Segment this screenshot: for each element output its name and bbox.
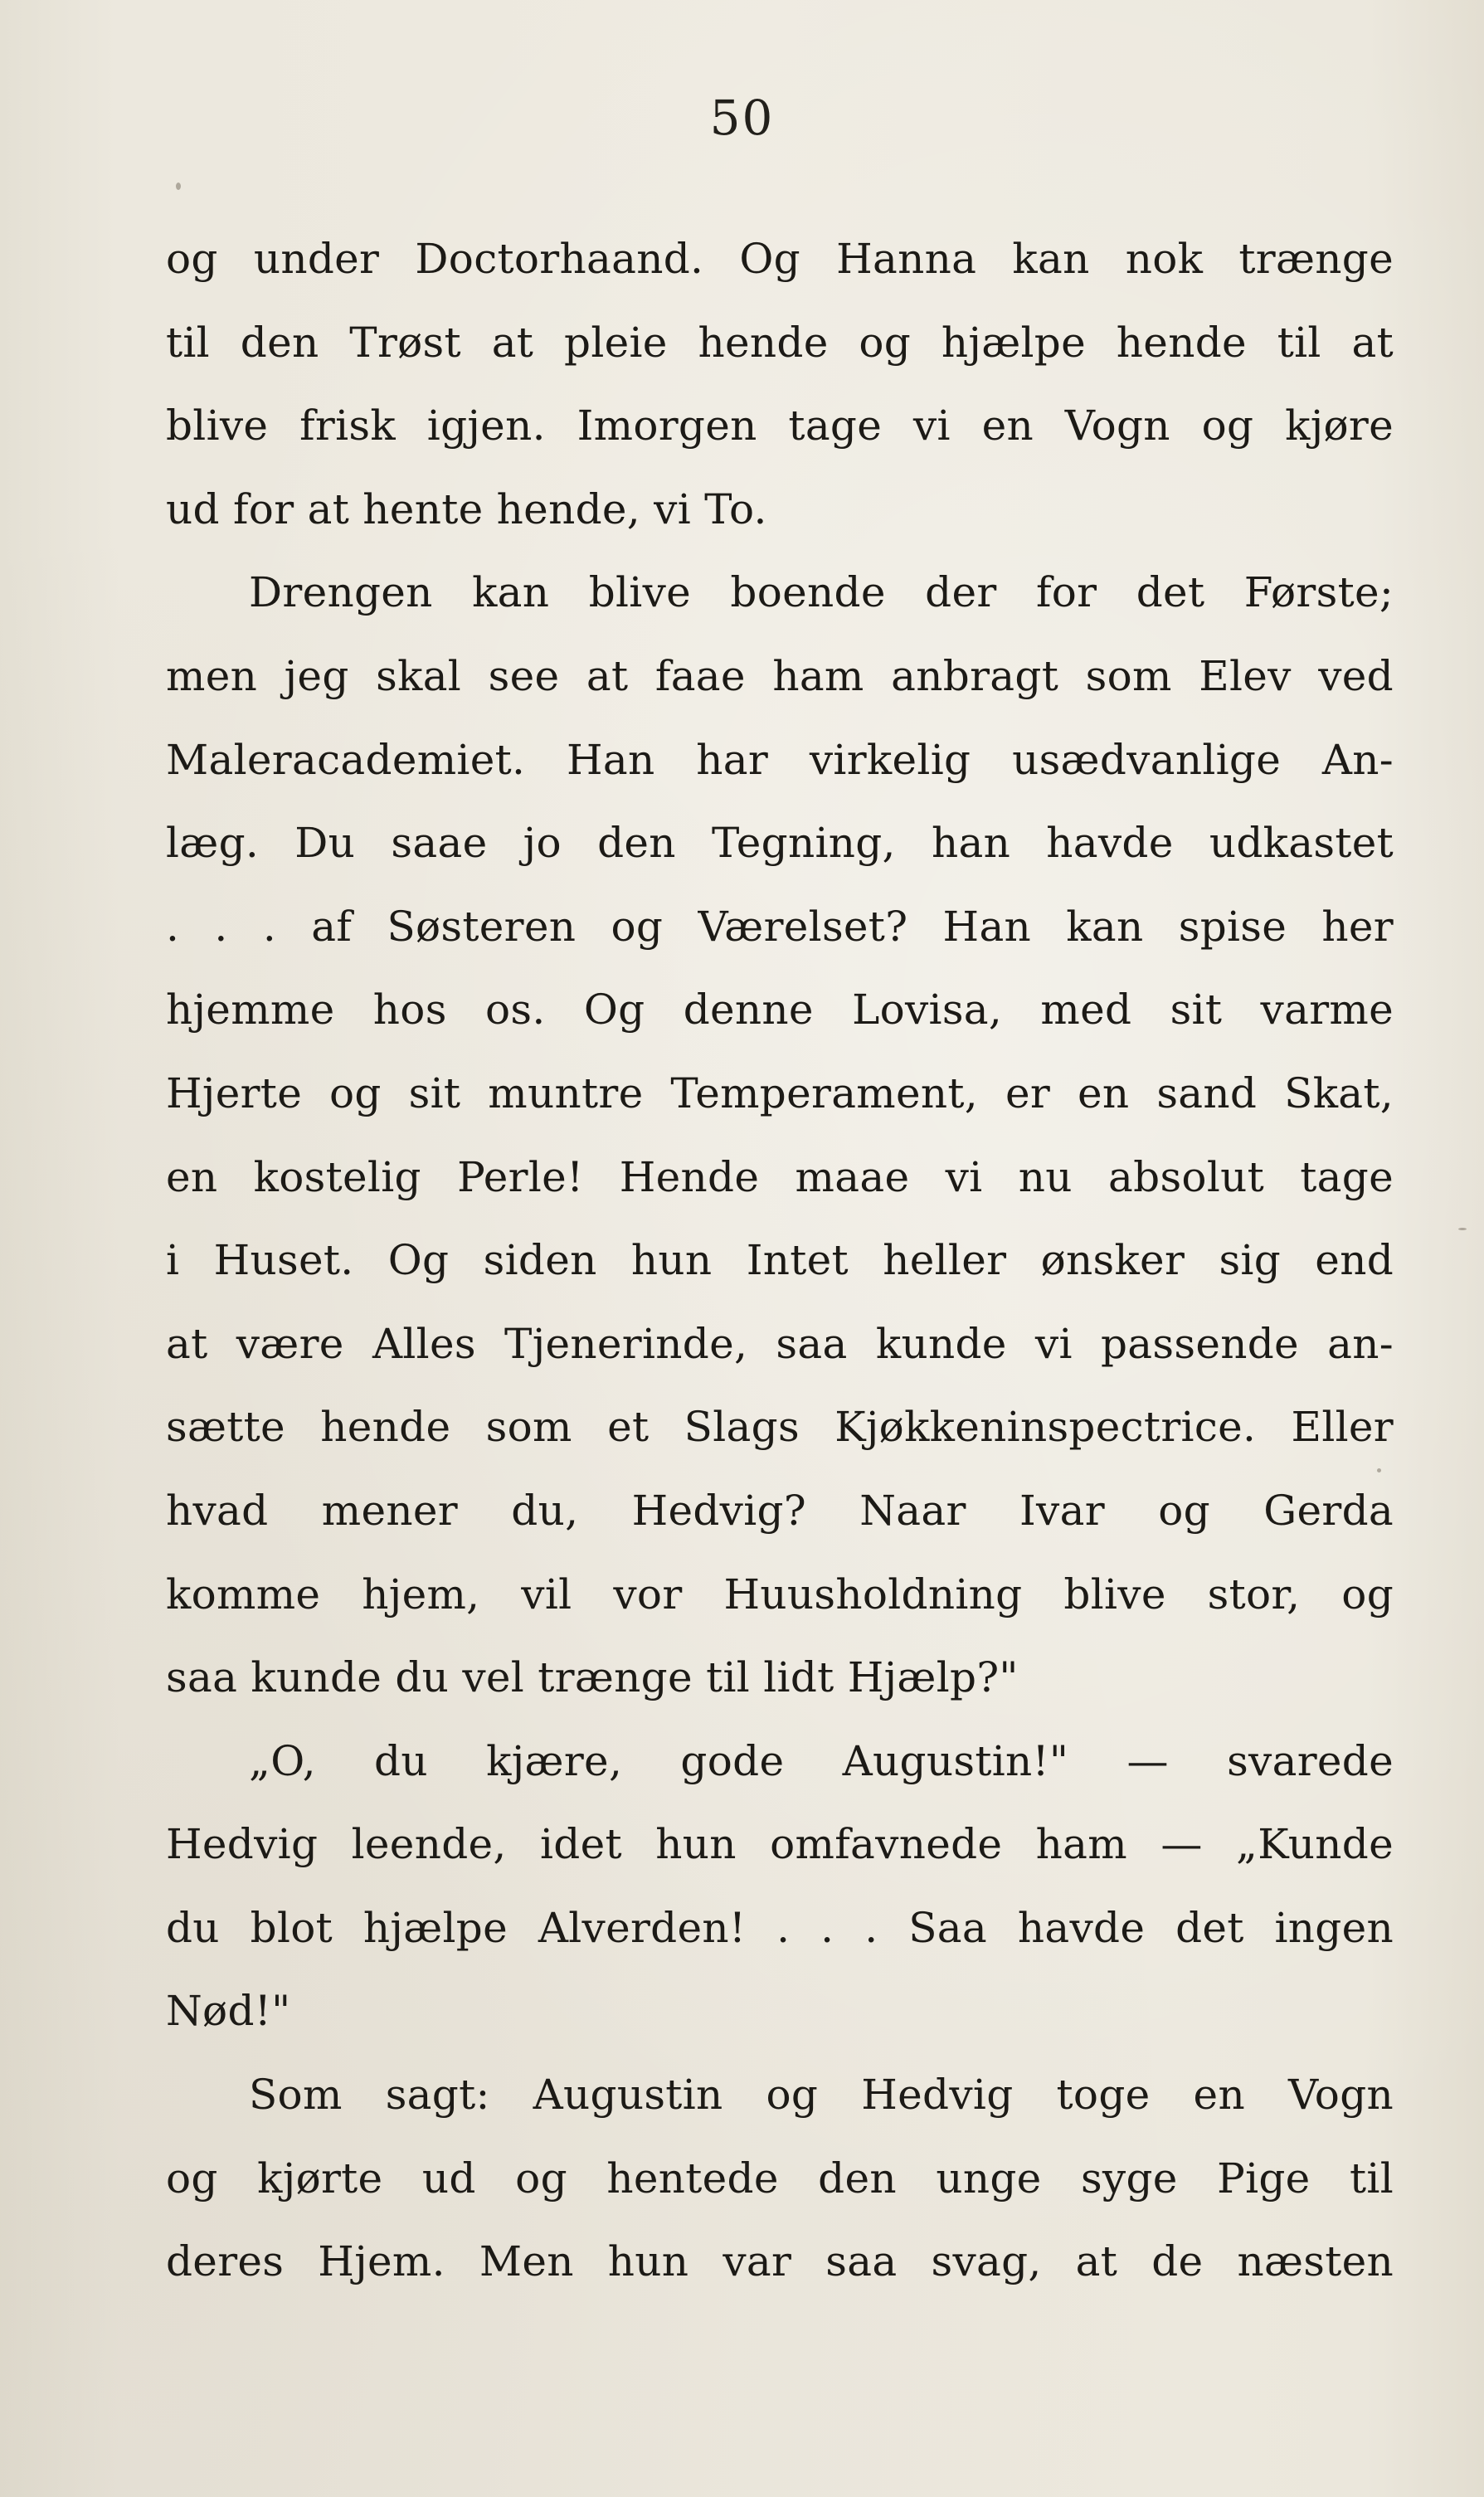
text-line: hjemme hos os. Og denne Lovisa, med sit varme	[166, 986, 1394, 1034]
text-line: Nød!"	[166, 1987, 291, 2036]
text-line: . . . af Søsteren og Værelset? Han kan spise her	[166, 902, 1394, 951]
text-line: Hjerte og sit muntre Temperament, er en sand Skat,	[166, 1068, 1394, 1117]
text-line: deres Hjem. Men hun var saa svag, at de næsten	[166, 2237, 1394, 2286]
text-line: saa kunde du vel trænge til lidt Hjælp?"	[166, 1653, 1019, 1702]
paper-speck	[1458, 1228, 1467, 1230]
text-line: Drengen kan blive boende der for det Første;	[249, 568, 1394, 617]
text-line: læg. Du saae jo den Tegning, han havde udkastet	[166, 819, 1394, 868]
text-line: at være Alles Tjenerinde, saa kunde vi passende an-	[166, 1319, 1394, 1368]
text-line: og under Doctorhaand. Og Hanna kan nok trænge	[166, 235, 1394, 283]
text-line: komme hjem, vil vor Huusholdning blive stor, og	[166, 1570, 1394, 1618]
paper-speck	[1377, 1468, 1381, 1472]
text-line: du blot hjælpe Alverden! . . . Saa havde det ingen	[166, 1903, 1394, 1952]
text-line: ud for at hente hende, vi To.	[166, 484, 767, 533]
text-line: Hedvig leende, idet hun omfavnede ham — „Kunde	[166, 1820, 1394, 1869]
text-line: hvad mener du, Hedvig? Naar Ivar og Gerda	[166, 1486, 1394, 1535]
body-text	[166, 217, 1394, 2304]
text-line: blive frisk igjen. Imorgen tage vi en Vogn og kjøre	[166, 402, 1394, 450]
text-line: i Huset. Og siden hun Intet heller ønsker sig end	[166, 1236, 1394, 1285]
text-line: og kjørte ud og hentede den unge syge Pige til	[166, 2154, 1394, 2203]
text-line: sætte hende som et Slags Kjøkkeninspectrice. Eller	[166, 1403, 1394, 1452]
text-line: Som sagt: Augustin og Hedvig toge en Vogn	[249, 2071, 1394, 2120]
text-line: Maleracademiet. Han har virkelig usædvanlige An-	[166, 735, 1394, 784]
paper-speck	[176, 183, 181, 190]
page-number: 50	[709, 90, 775, 146]
text-line: „O, du kjære, gode Augustin!" — svarede	[249, 1736, 1394, 1785]
text-line: men jeg skal see at faae ham anbragt som Elev ved	[166, 651, 1394, 700]
text-line: til den Trøst at pleie hende og hjælpe hende til at	[166, 318, 1394, 367]
text-line: en kostelig Perle! Hende maae vi nu absolut tage	[166, 1152, 1394, 1201]
